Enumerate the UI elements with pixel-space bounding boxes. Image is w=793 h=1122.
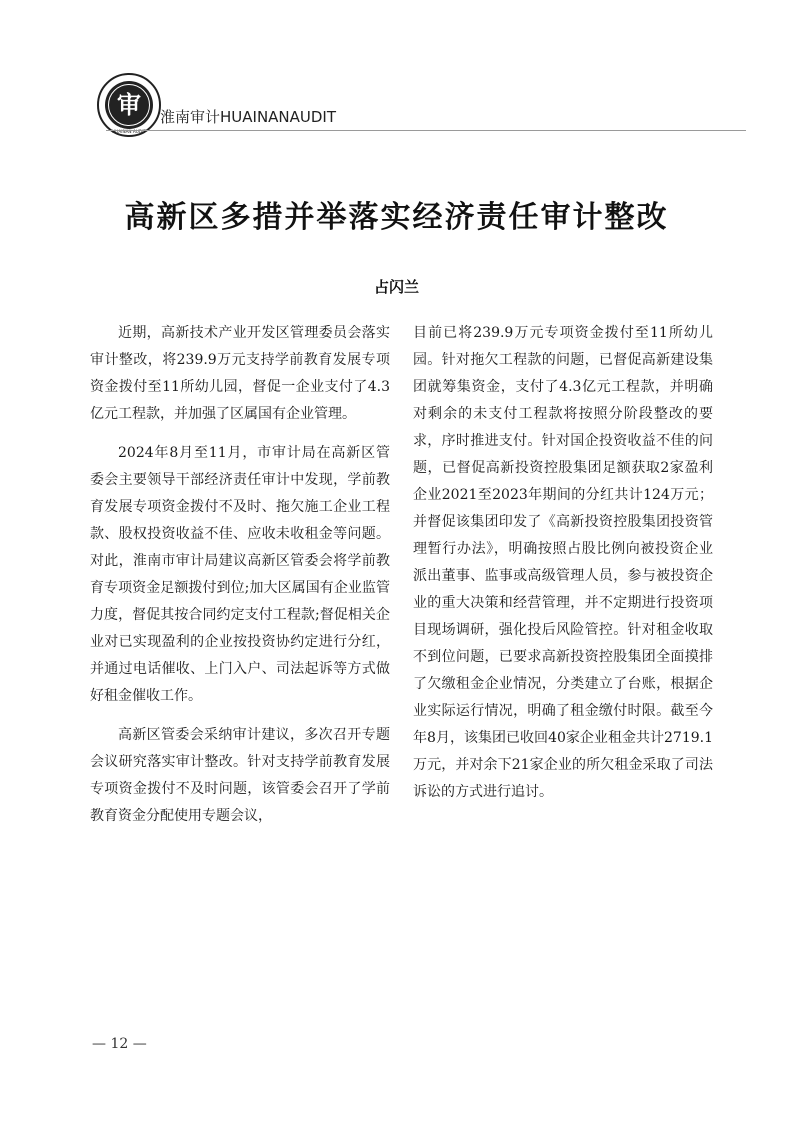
article-author: 占闪兰: [373, 278, 419, 296]
logo-ring-text: HUAINAN AUDIT: [112, 129, 146, 134]
header-divider: [106, 130, 746, 131]
paragraph: 近期，高新技术产业开发区管理委员会落实审计整改，将239.9万元支持学前教育发展专项资金拨付至11所幼儿园，督促一企业支付了4.3亿元工程款，并加强了区属国有企业管理。: [90, 325, 390, 422]
left-column: [90, 320, 390, 842]
magazine-name: 淮南审计HUAINANAUDIT: [160, 108, 337, 126]
paragraph: 2024年8月至11月，市审计局在高新区管委会主要领导干部经济责任审计中发现，学前教育发展专项资金拨付不及时、拖欠施工企业工程款、股权投资收益不佳、应收未收租金等问题。对此，淮南市审计局建议高新区管委会将学前教育专项资金足额拨付到位;加大区属国有企业监管力度，督促其按合同约定支付工程款;督促相关企业对已实现盈利的企业按投资协约定进行分红，并通过电话催收、上门入户、司法起诉等方式做好租金催收工作。: [90, 445, 390, 704]
paragraph: 高新区管委会采纳审计建议，多次召开专题会议研究落实审计整改。针对支持学前教育发展专项资金拨付不及时问题，该管委会召开了学前教育资金分配使用专题会议，: [90, 727, 390, 824]
paragraph: 目前已将239.9万元专项资金拨付至11所幼儿园。针对拖欠工程款的问题，已督促高新建设集团就筹集资金，支付了4.3亿元工程款，并明确对剩余的未支付工程款将按照分阶段整改的要求，序时推进支付。针对国企投资收益不佳的问题，已督促高新投资控股集团足额获取2家盈利企业2021至2023年期间的分红共计124万元；并督促该集团印发了《高新投资控股集团投资管理暂行办法》，明确按照占股比例向被投资企业派出董事、监事或高级管理人员，参与被投资企业的重大决策和经营管理，并不定期进行投资项目现场调研，强化投后风险管控。针对租金收取不到位问题，已要求高新投资控股集团全面摸排了欠缴租金企业情况，分类建立了台账，根据企业实际运行情况，明确了租金缴付时限。截至今年8月，该集团已收回40家企业租金共计2719.1万元，并对余下21家企业的所欠租金采取了司法诉讼的方式进行追讨。: [413, 325, 713, 800]
page-header: [96, 72, 736, 142]
page-number: — 12 —: [92, 1036, 147, 1052]
right-column: [413, 320, 713, 818]
logo-character: 审: [117, 91, 141, 119]
audit-logo: [96, 72, 162, 138]
article-title: 高新区多措并举落实经济责任审计整改: [124, 200, 669, 235]
